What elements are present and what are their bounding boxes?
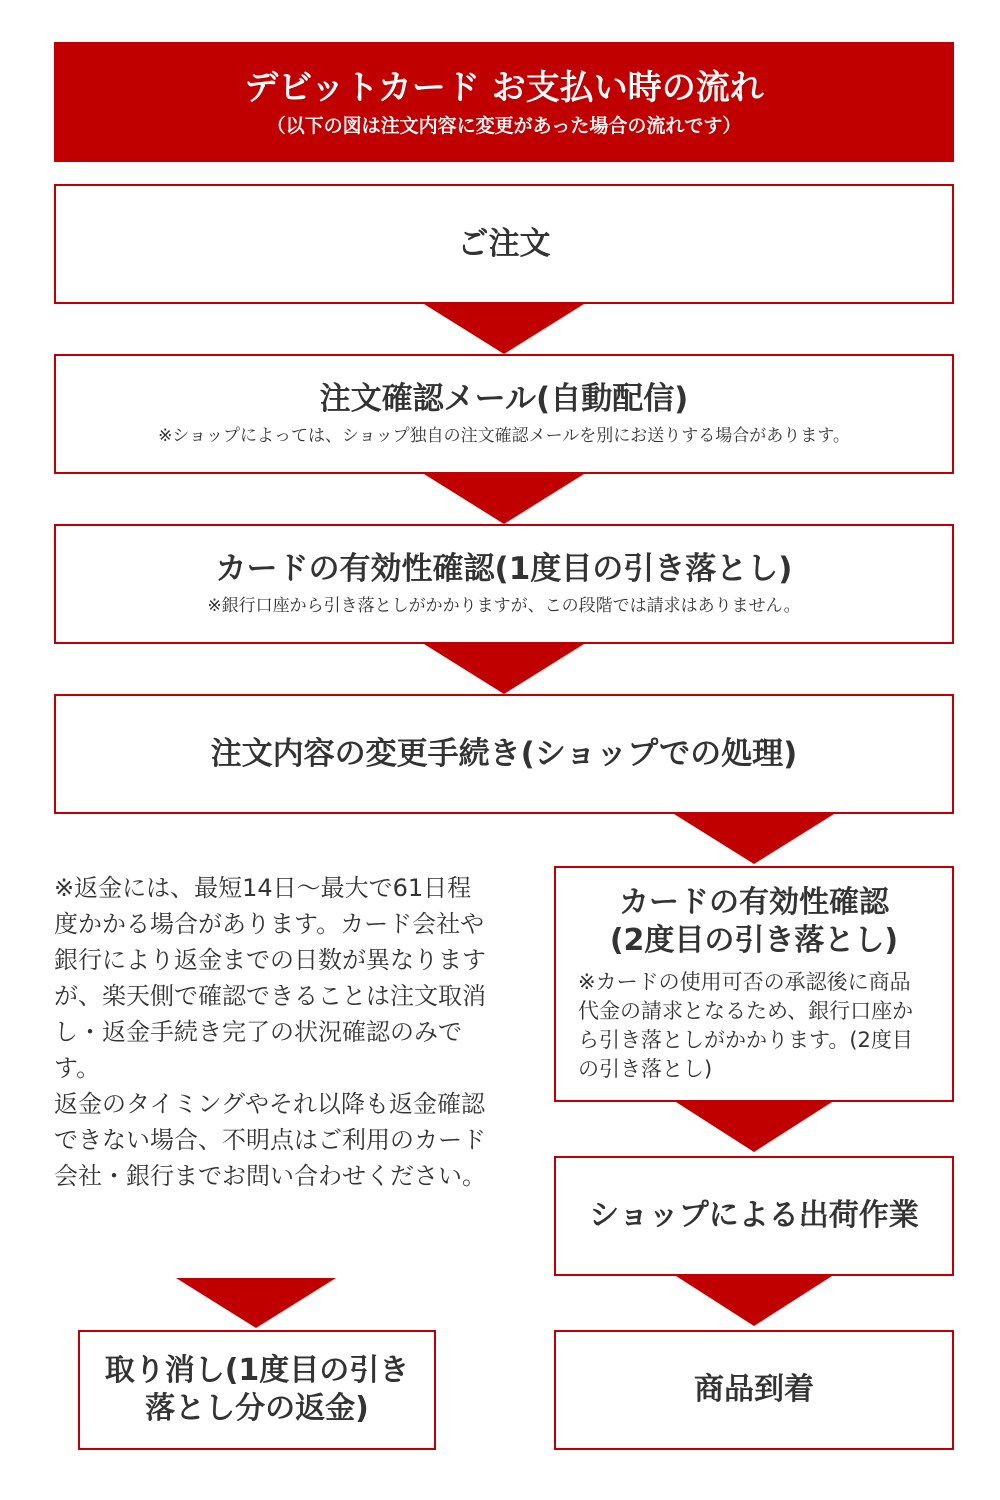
step-card-validation-2-note: ※カードの使用可否の承認後に商品代金の請求となるため、銀行口座から引き落としがかかります。(2度目の引き落とし)	[578, 970, 914, 1081]
arrow-down-right-2	[676, 1102, 832, 1152]
step-card-validation-2-title: カードの有効性確認 (2度目の引き落とし)	[609, 885, 899, 958]
step-delivery-title: 商品到着	[694, 1372, 814, 1407]
step-shipping	[554, 1156, 954, 1276]
step-order-title: ご注文	[457, 226, 551, 262]
step-card-validation-1-note: ※銀行口座から引き落としがかかりますが、この段階では請求はありません。	[207, 596, 801, 616]
arrow-down-1	[424, 304, 584, 354]
flow-header	[54, 42, 954, 162]
step-order-change-title: 注文内容の変更手続き(ショップでの処理)	[210, 736, 798, 772]
step-order	[54, 184, 954, 304]
flow-subtitle: （以下の図は注文内容に変更があった場合の流れです）	[266, 115, 742, 137]
refund-note-1: ※返金には、最短14日〜最大で61日程度かかる場合があります。カード会社や銀行により返金までの日数が異なりますが、楽天側で確認できることは注文取消し・返金手続き完了の状況確認のみです。	[54, 874, 486, 1082]
refund-note	[54, 870, 494, 1194]
flow-title: デビットカード お支払い時の流れ	[244, 68, 764, 108]
step-cancellation-refund-title: 取り消し(1度目の引き落とし分の返金)	[104, 1353, 410, 1426]
step-confirmation-email-title: 注文確認メール(自動配信)	[319, 381, 689, 417]
step-card-validation-2	[554, 866, 954, 1102]
arrow-down-left	[176, 1278, 336, 1328]
step-card-validation-1	[54, 524, 954, 644]
step-shipping-title: ショップによる出荷作業	[589, 1198, 919, 1233]
arrow-down-right-1	[674, 814, 834, 864]
step-card-validation-1-title: カードの有効性確認(1度目の引き落とし)	[215, 551, 793, 587]
arrow-down-2	[424, 474, 584, 524]
step-delivery	[554, 1330, 954, 1450]
step-confirmation-email	[54, 354, 954, 474]
step-order-change	[54, 694, 954, 814]
refund-note-2: 返金のタイミングやそれ以降も返金確認できない場合、不明点はご利用のカード会社・銀行までお問い合わせください。	[54, 1090, 486, 1190]
arrow-down-3	[424, 644, 584, 694]
step-cancellation-refund	[78, 1330, 436, 1450]
step-confirmation-email-note: ※ショップによっては、ショップ独自の注文確認メールを別にお送りする場合があります。	[158, 426, 850, 446]
arrow-down-right-3	[676, 1276, 832, 1326]
